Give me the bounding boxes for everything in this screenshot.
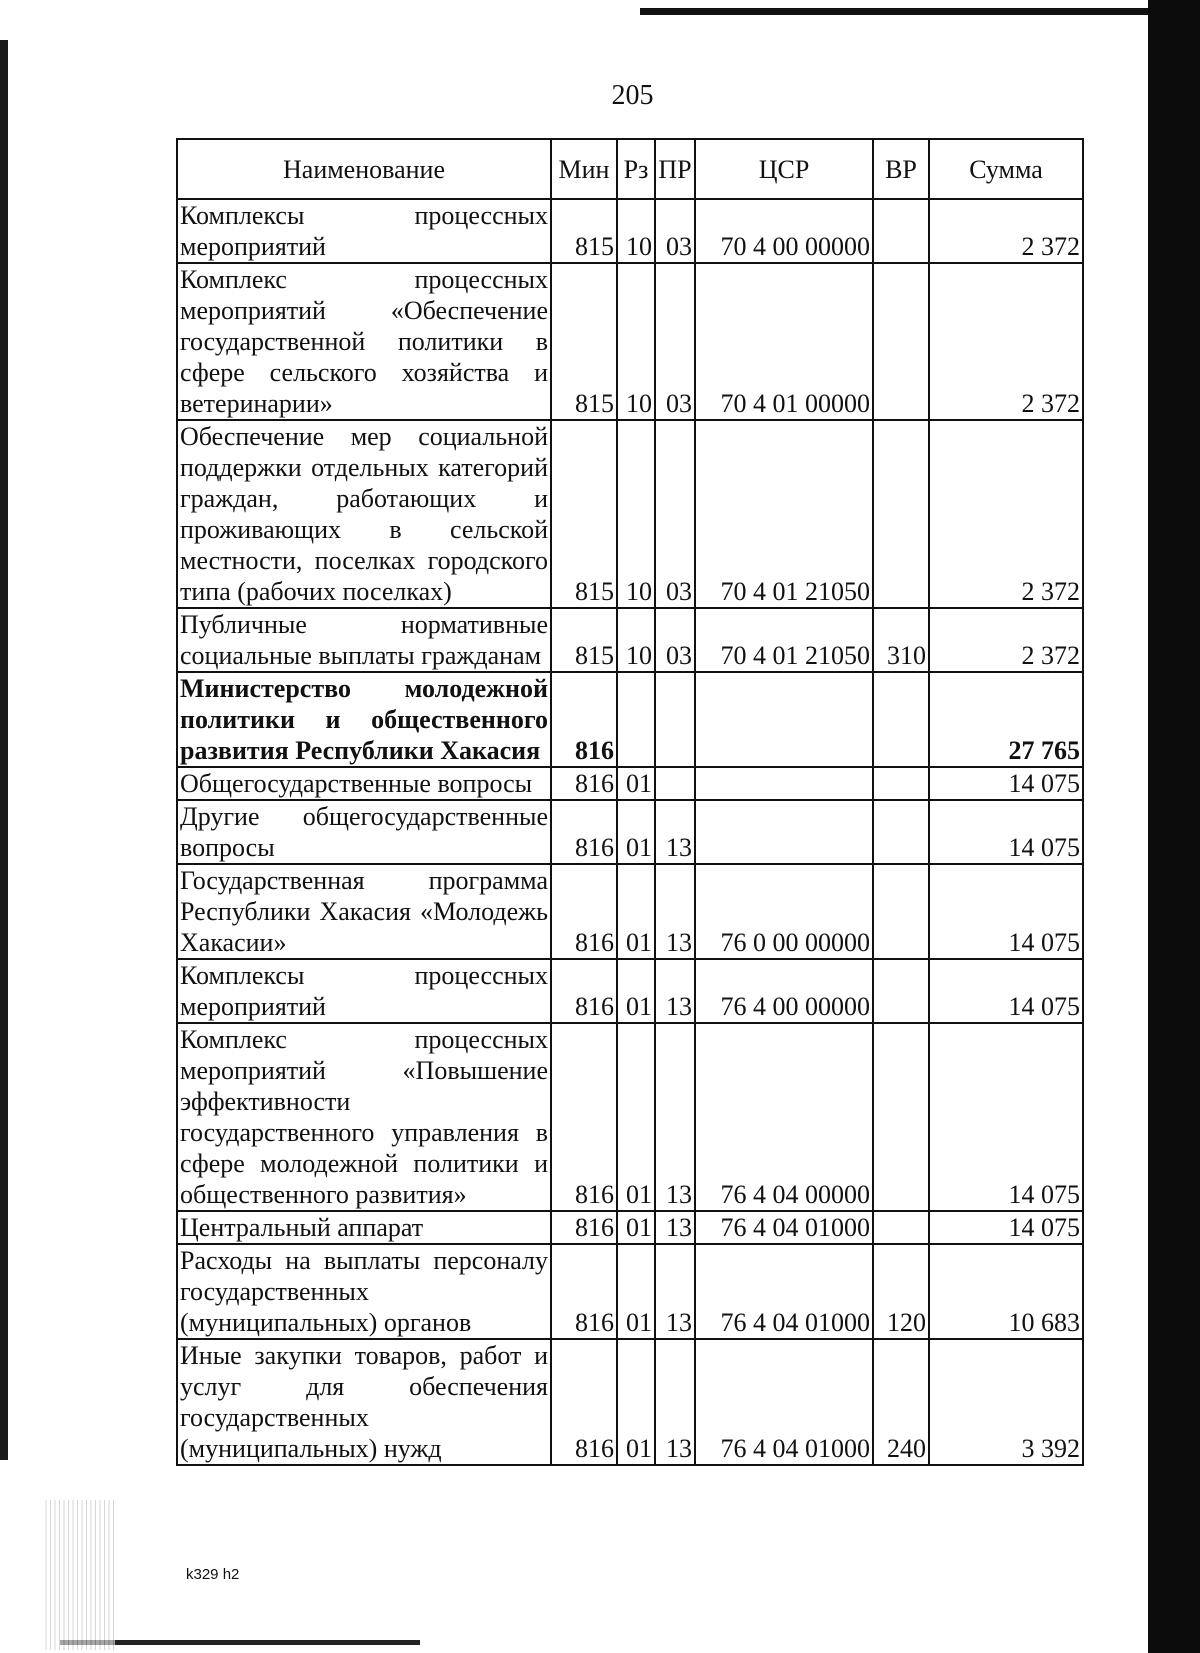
cell-csr: 76 4 04 01000 — [695, 1339, 873, 1465]
cell-name: Комплексы процессных мероприятий — [177, 959, 551, 1023]
cell-vr: 120 — [873, 1244, 929, 1339]
table-row — [177, 608, 1083, 672]
cell-vr — [873, 672, 929, 767]
cell-pr — [655, 672, 695, 767]
cell-rz: 10 — [617, 199, 655, 263]
scan-noise — [45, 1500, 115, 1650]
cell-sum: 2 372 — [929, 608, 1083, 672]
cell-vr — [873, 767, 929, 800]
footer-code: k329 h2 — [186, 1566, 240, 1583]
cell-min: 816 — [551, 1211, 617, 1244]
table-row — [177, 199, 1083, 263]
cell-min: 816 — [551, 800, 617, 864]
budget-table — [176, 138, 1084, 1466]
cell-name: Комплекс процессных мероприятий «Повышение эффективности государственного управления в сфере молодежной политики и общественного развития» — [177, 1023, 551, 1211]
cell-rz: 01 — [617, 800, 655, 864]
table-row — [177, 767, 1083, 800]
cell-min: 816 — [551, 1023, 617, 1211]
cell-vr — [873, 1211, 929, 1244]
cell-name: Общегосударственные вопросы — [177, 767, 551, 800]
cell-rz: 01 — [617, 767, 655, 800]
cell-rz: 01 — [617, 959, 655, 1023]
cell-pr: 03 — [655, 199, 695, 263]
column-header-pr: ПР — [655, 139, 695, 199]
cell-vr — [873, 199, 929, 263]
page-number: 205 — [611, 80, 654, 111]
cell-name: Комплекс процессных мероприятий «Обеспечение государственной политики в сфере сельского хозяйства и ветеринарии» — [177, 263, 551, 420]
cell-sum: 2 372 — [929, 420, 1083, 608]
scan-edge-left — [0, 40, 8, 1460]
cell-csr: 70 4 01 21050 — [695, 420, 873, 608]
cell-vr — [873, 864, 929, 959]
cell-name: Расходы на выплаты персоналу государственных (муниципальных) органов — [177, 1244, 551, 1339]
cell-name: Обеспечение мер социальной поддержки отдельных категорий граждан, работающих и проживающих в сельской местности, поселках городского типа (рабочих поселках) — [177, 420, 551, 608]
cell-vr: 240 — [873, 1339, 929, 1465]
cell-min: 815 — [551, 199, 617, 263]
column-header-csr: ЦСР — [695, 139, 873, 199]
cell-rz — [617, 672, 655, 767]
cell-csr: 70 4 01 21050 — [695, 608, 873, 672]
table-row — [177, 1211, 1083, 1244]
cell-pr: 03 — [655, 263, 695, 420]
table-row — [177, 800, 1083, 864]
table-header-row — [177, 139, 1083, 199]
cell-min: 816 — [551, 1339, 617, 1465]
cell-csr — [695, 800, 873, 864]
cell-pr: 03 — [655, 608, 695, 672]
table-row — [177, 864, 1083, 959]
table-body — [177, 199, 1083, 1465]
cell-csr: 70 4 00 00000 — [695, 199, 873, 263]
cell-pr: 13 — [655, 1339, 695, 1465]
cell-vr — [873, 1023, 929, 1211]
cell-sum: 3 392 — [929, 1339, 1083, 1465]
cell-csr: 70 4 01 00000 — [695, 263, 873, 420]
cell-pr: 13 — [655, 1211, 695, 1244]
cell-sum: 10 683 — [929, 1244, 1083, 1339]
column-header-vr: ВР — [873, 139, 929, 199]
table-row — [177, 672, 1083, 767]
cell-min: 816 — [551, 1244, 617, 1339]
cell-pr: 13 — [655, 864, 695, 959]
cell-csr: 76 4 04 00000 — [695, 1023, 873, 1211]
table-row — [177, 263, 1083, 420]
cell-pr: 13 — [655, 1023, 695, 1211]
cell-rz: 01 — [617, 1211, 655, 1244]
column-header-rz: Рз — [617, 139, 655, 199]
cell-vr — [873, 420, 929, 608]
table-row — [177, 1023, 1083, 1211]
cell-sum: 14 075 — [929, 1211, 1083, 1244]
table-row — [177, 1339, 1083, 1465]
cell-sum: 14 075 — [929, 864, 1083, 959]
cell-name: Комплексы процессных мероприятий — [177, 199, 551, 263]
cell-rz: 01 — [617, 1023, 655, 1211]
cell-vr: 310 — [873, 608, 929, 672]
cell-name: Государственная программа Республики Хакасия «Молодежь Хакасии» — [177, 864, 551, 959]
cell-vr — [873, 263, 929, 420]
cell-name: Иные закупки товаров, работ и услуг для обеспечения государственных (муниципальных) нужд — [177, 1339, 551, 1465]
cell-pr: 13 — [655, 959, 695, 1023]
cell-sum: 14 075 — [929, 1023, 1083, 1211]
cell-csr: 76 0 00 00000 — [695, 864, 873, 959]
cell-pr: 13 — [655, 800, 695, 864]
cell-csr: 76 4 04 01000 — [695, 1211, 873, 1244]
cell-sum: 14 075 — [929, 959, 1083, 1023]
cell-csr: 76 4 00 00000 — [695, 959, 873, 1023]
cell-csr — [695, 767, 873, 800]
cell-rz: 10 — [617, 263, 655, 420]
column-header-name: Наименование — [177, 139, 551, 199]
table-row — [177, 959, 1083, 1023]
cell-rz: 01 — [617, 1244, 655, 1339]
cell-name: Другие общегосударственные вопросы — [177, 800, 551, 864]
cell-rz: 01 — [617, 864, 655, 959]
cell-rz: 10 — [617, 420, 655, 608]
column-header-min: Мин — [551, 139, 617, 199]
cell-sum: 14 075 — [929, 800, 1083, 864]
column-header-sum: Сумма — [929, 139, 1083, 199]
cell-sum: 27 765 — [929, 672, 1083, 767]
table-row — [177, 420, 1083, 608]
cell-pr — [655, 767, 695, 800]
cell-min: 815 — [551, 263, 617, 420]
cell-min: 816 — [551, 672, 617, 767]
cell-sum: 14 075 — [929, 767, 1083, 800]
cell-sum: 2 372 — [929, 263, 1083, 420]
cell-pr: 13 — [655, 1244, 695, 1339]
cell-min: 816 — [551, 864, 617, 959]
cell-sum: 2 372 — [929, 199, 1083, 263]
cell-rz: 01 — [617, 1339, 655, 1465]
cell-name: Центральный аппарат — [177, 1211, 551, 1244]
cell-min: 815 — [551, 608, 617, 672]
cell-vr — [873, 800, 929, 864]
cell-name: Министерство молодежной политики и общественного развития Республики Хакасия — [177, 672, 551, 767]
scan-edge-top — [640, 8, 1180, 15]
table-row — [177, 1244, 1083, 1339]
cell-csr: 76 4 04 01000 — [695, 1244, 873, 1339]
cell-pr: 03 — [655, 420, 695, 608]
cell-min: 816 — [551, 767, 617, 800]
cell-min: 815 — [551, 420, 617, 608]
cell-min: 816 — [551, 959, 617, 1023]
cell-name: Публичные нормативные социальные выплаты гражданам — [177, 608, 551, 672]
scan-edge-right — [1148, 0, 1200, 1653]
cell-csr — [695, 672, 873, 767]
cell-vr — [873, 959, 929, 1023]
cell-rz: 10 — [617, 608, 655, 672]
